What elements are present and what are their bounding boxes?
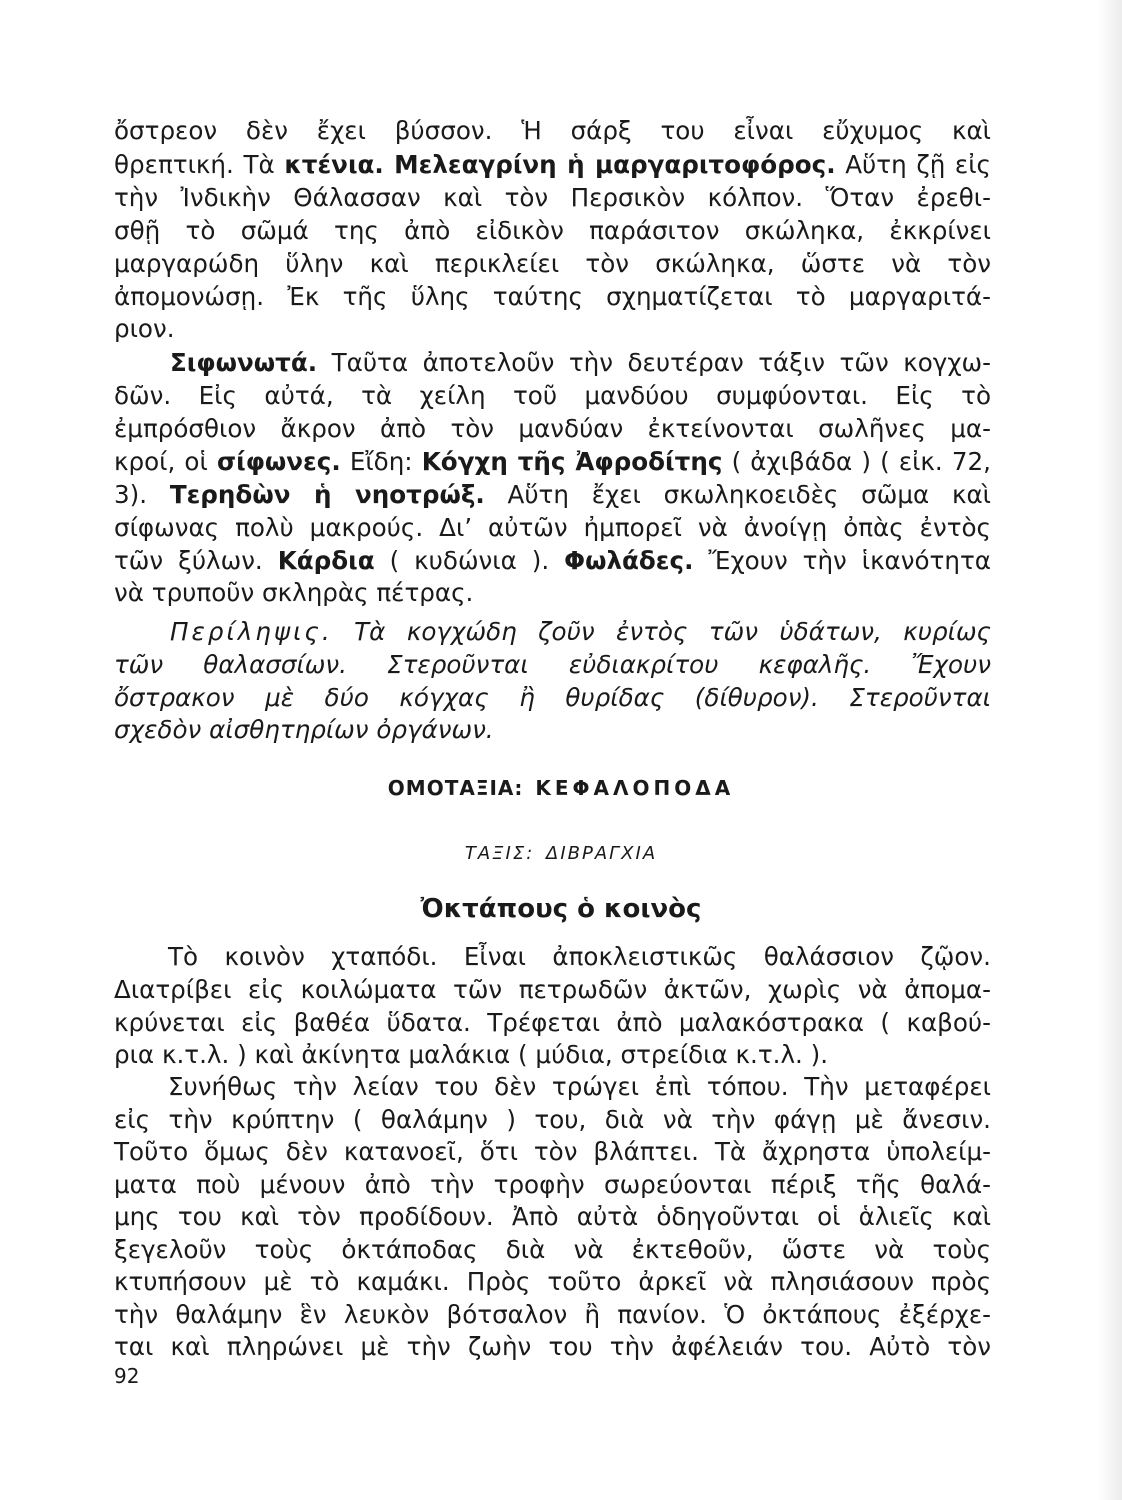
page-gutter-shadow bbox=[1098, 0, 1122, 1500]
summary-line bbox=[114, 714, 991, 746]
text-run: εἰς τὴν κρύπτην ( θαλάμην ) του, διὰ νὰ τὴν φάγῃ μὲ ἄνεσιν. bbox=[114, 1105, 991, 1134]
text-run: ( ἀχιβάδα ) ( εἰκ. 72, bbox=[722, 447, 992, 476]
text-run: Περίληψις. bbox=[170, 617, 333, 646]
bold-term: Τερηδὼν ἡ νηοτρώξ. bbox=[169, 480, 485, 509]
text-line bbox=[114, 413, 991, 445]
bold-term: Κάρδια bbox=[277, 546, 375, 575]
text-run: μαργαρώδη ὕλην καὶ περικλείει τὸν σκώληκα, ὥστε νὰ τὸν bbox=[114, 249, 991, 278]
text-run: ὄστρακον μὲ δύο κόγχας ἢ θυρίδας (δίθυρον). Στεροῦνται bbox=[114, 683, 991, 712]
text-run: κρύνεται εἰς βαθέα ὕδατα. Τρέφεται ἀπὸ μαλακόστρακα ( καβού- bbox=[114, 1008, 991, 1037]
text-line bbox=[114, 1007, 991, 1039]
text-line bbox=[114, 1234, 991, 1266]
text-run: Συνήθως τὴν λείαν του δὲν τρώγει ἐπὶ τόπου. Τὴν μεταφέρει bbox=[168, 1072, 991, 1101]
summary-line bbox=[114, 649, 991, 681]
text-line bbox=[114, 479, 991, 511]
text-run: ἀπομονώσῃ. Ἐκ τῆς ὕλης ταύτης σχηματίζεται τὸ μαργαριτά- bbox=[114, 282, 991, 311]
text-run: Ἔχουν τὴν ἱκανότητα bbox=[693, 546, 991, 575]
bold-term: Σιφωνωτά. bbox=[170, 348, 318, 377]
order-label: ΟΜΟΤΑΞΙΑ: bbox=[387, 776, 524, 800]
text-line bbox=[114, 380, 991, 412]
text-run: τὴν Ἰνδικὴν Θάλασσαν καὶ τὸν Περσικὸν κόλπον. Ὅταν ἐρεθι- bbox=[114, 183, 991, 212]
text-line bbox=[114, 577, 991, 609]
text-run: θρεπτική. Τὰ bbox=[114, 150, 285, 179]
text-run: Διατρίβει εἰς κοιλώματα τῶν πετρωδῶν ἀκτῶν, χωρὶς νὰ ἀπομα- bbox=[114, 975, 991, 1004]
text-run: 3). bbox=[114, 480, 170, 509]
text-line bbox=[114, 446, 991, 478]
text-line bbox=[114, 1104, 991, 1136]
text-line bbox=[114, 512, 991, 544]
class-value: ΔΙΒΡΑΓΧΙΑ bbox=[546, 843, 658, 864]
text-run: Αὕτη ζῇ εἰς bbox=[835, 150, 991, 179]
page-number: 92 bbox=[114, 1364, 140, 1388]
text-run: τῶν ξύλων. bbox=[114, 546, 278, 575]
text-line bbox=[114, 1136, 991, 1168]
text-run: κροί, οἱ bbox=[114, 447, 217, 476]
text-line bbox=[114, 974, 991, 1006]
text-line bbox=[168, 941, 991, 973]
text-run: σθῇ τὸ σῶμά της ἀπὸ εἰδικὸν παράσιτον σκώληκα, ἐκκρίνει bbox=[114, 216, 991, 245]
order-heading bbox=[0, 776, 1122, 800]
text-run: Εἴδη: bbox=[340, 447, 422, 476]
text-run: σίφωνας πολὺ μακρούς. Δι’ αὐτῶν ἠμπορεῖ νὰ ἀνοίγῃ ὀπὰς ἐντὸς bbox=[114, 513, 991, 542]
text-run: Αὕτη ἔχει σκωληκοειδὲς σῶμα καὶ bbox=[484, 480, 991, 509]
text-line bbox=[114, 1169, 991, 1201]
text-line bbox=[114, 149, 991, 181]
summary-line bbox=[114, 682, 991, 714]
text-line bbox=[114, 1299, 991, 1331]
class-label: ΤΑΞΙΣ: bbox=[464, 843, 535, 864]
text-run: νὰ τρυποῦν σκληρὰς πέτρας. bbox=[114, 578, 474, 607]
text-line bbox=[114, 1039, 991, 1071]
order-value: ΚΕΦΑΛΟΠΟΔΑ bbox=[535, 776, 735, 800]
bold-term: Φωλάδες. bbox=[564, 546, 694, 575]
text-line bbox=[114, 1201, 991, 1233]
text-line bbox=[114, 248, 991, 280]
text-run: ὄστρεον δὲν ἔχει βύσσον. Ἡ σάρξ του εἶναι εὔχυμος καὶ bbox=[114, 116, 991, 145]
bold-term: Κόγχη τῆς Ἀφροδίτης bbox=[421, 447, 723, 476]
text-run: ριον. bbox=[114, 314, 175, 343]
text-run: ἐμπρόσθιον ἄκρον ἀπὸ τὸν μανδύαν ἐκτείνονται σωλῆνες μα- bbox=[114, 414, 991, 443]
bold-term: κτένια. Μελεαγρίνη ἡ μαργαριτοφόρος. bbox=[284, 150, 836, 179]
summary-line bbox=[170, 616, 991, 648]
text-run: ματα ποὺ μένουν ἀπὸ τὴν τροφὴν σωρεύονται πέριξ τῆς θαλά- bbox=[114, 1170, 991, 1199]
species-heading: Ὀκτάπους ὁ κοινὸς bbox=[420, 894, 702, 924]
text-line bbox=[114, 115, 991, 147]
text-run: μης του καὶ τὸν προδίδουν. Ἀπὸ αὐτὰ ὁδηγοῦνται οἱ ἁλιεῖς καὶ bbox=[114, 1202, 991, 1231]
text-run: ( κυδώνια ). bbox=[374, 546, 565, 575]
text-line bbox=[168, 1071, 991, 1103]
text-run: κτυπήσουν μὲ τὸ καμάκι. Πρὸς τοῦτο ἀρκεῖ νὰ πλησιάσουν πρὸς bbox=[114, 1267, 991, 1296]
text-run: Τὰ κογχώδη ζοῦν ἐντὸς τῶν ὑδάτων, κυρίως bbox=[332, 617, 991, 646]
text-line bbox=[114, 281, 991, 313]
text-run: Τὸ κοινὸν χταπόδι. Εἶναι ἀποκλειστικῶς θαλάσσιον ζῷον. bbox=[168, 942, 991, 971]
text-line bbox=[114, 182, 991, 214]
text-run: τὴν θαλάμην ἓν λευκὸν βότσαλον ἢ πανίον. Ὁ ὀκτάπους ἐξέρχε- bbox=[114, 1300, 991, 1329]
text-run: ται καὶ πληρώνει μὲ τὴν ζωὴν του τὴν ἀφέλειάν του. Αὐτὸ τὸν bbox=[114, 1332, 991, 1361]
class-heading bbox=[0, 843, 1122, 864]
text-line bbox=[114, 313, 991, 345]
text-run: ρια κ.τ.λ. ) καὶ ἀκίνητα μαλάκια ( μύδια, στρείδια κ.τ.λ. ). bbox=[114, 1040, 829, 1069]
text-line bbox=[170, 347, 991, 379]
text-run: τῶν θαλασσίων. Στεροῦνται εὐδιακρίτου κεφαλῆς. Ἔχουν bbox=[114, 650, 991, 679]
text-line bbox=[114, 1266, 991, 1298]
text-run: Ταῦτα ἀποτελοῦν τὴν δευτέραν τάξιν τῶν κογχω- bbox=[317, 348, 991, 377]
text-line bbox=[114, 1331, 991, 1363]
text-run: δῶν. Εἰς αὐτά, τὰ χείλη τοῦ μανδύου συμφύονται. Εἰς τὸ bbox=[114, 381, 991, 410]
text-run: ξεγελοῦν τοὺς ὀκτάποδας διὰ νὰ ἐκτεθοῦν, ὥστε νὰ τοὺς bbox=[114, 1235, 991, 1264]
text-line bbox=[114, 215, 991, 247]
text-run: Τοῦτο ὅμως δὲν κατανοεῖ, ὅτι τὸν βλάπτει. Τὰ ἄχρηστα ὑπολείμ- bbox=[114, 1137, 991, 1166]
bold-term: σίφωνες. bbox=[216, 447, 341, 476]
text-run: σχεδὸν αἰσθητηρίων ὀργάνων. bbox=[114, 715, 494, 744]
text-line bbox=[114, 545, 991, 577]
